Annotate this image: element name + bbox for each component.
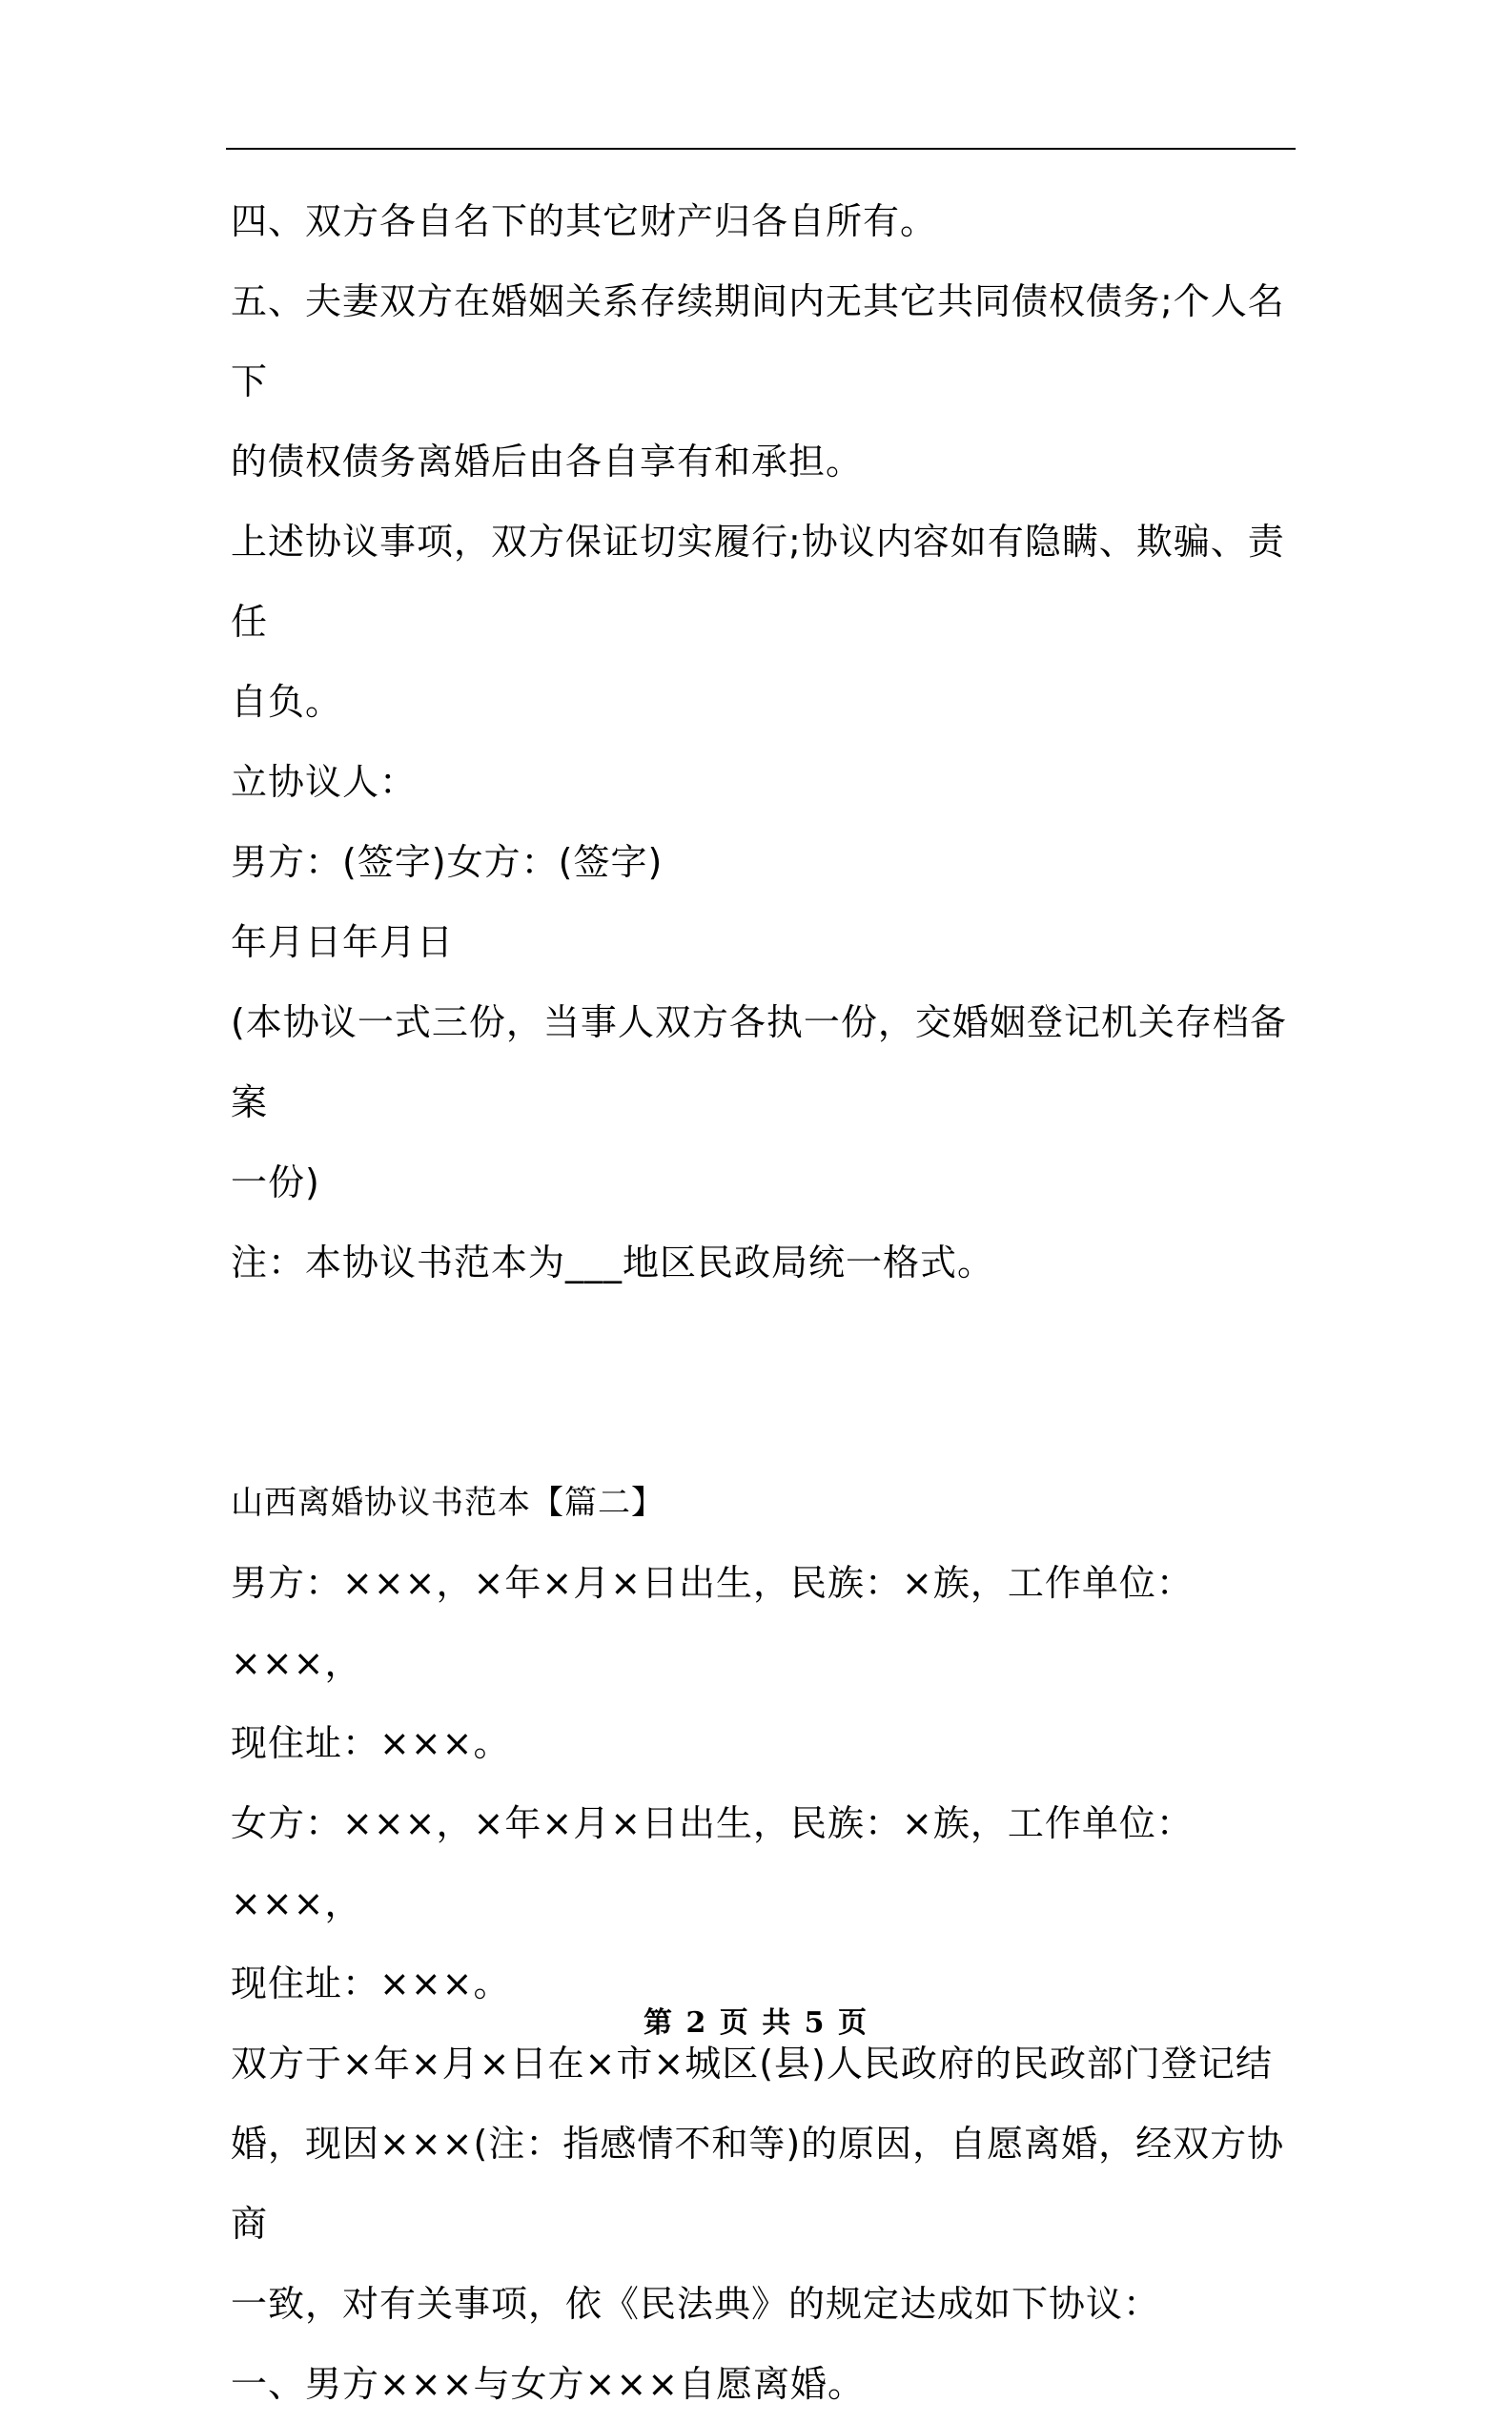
text-line: 年月日年月日 bbox=[231, 921, 455, 963]
text-line: 女方：×××，×年×月×日出生，民族：×族，工作单位：×××， bbox=[231, 1802, 1194, 1924]
text-line: 男方：(签字)女方：(签字) bbox=[231, 841, 664, 883]
header-rule bbox=[226, 148, 1296, 150]
text-line: 现住址：×××。 bbox=[231, 1722, 511, 1764]
text-line: 注：本协议书范本为___地区民政局统一格式。 bbox=[231, 1242, 995, 1284]
text-line: 的债权债务离婚后由各自享有和承担。 bbox=[231, 441, 864, 483]
text-line: 一致，对有关事项，依《民法典》的规定达成如下协议： bbox=[231, 2283, 1161, 2325]
text-line: 五、夫妻双方在婚姻关系存续期间内无其它共同债权债务;个人名下 bbox=[231, 280, 1285, 402]
text-line: 一、男方×××与女方×××自愿离婚。 bbox=[231, 2363, 866, 2405]
text-line: 四、双方各自名下的其它财产归各自所有。 bbox=[231, 200, 938, 242]
text-line: 一份) bbox=[231, 1161, 320, 1203]
text-line: 立协议人： bbox=[231, 761, 418, 803]
text-line: 男方：×××，×年×月×日出生，民族：×族，工作单位：×××， bbox=[231, 1562, 1194, 1684]
text-line: 自负。 bbox=[231, 681, 343, 723]
text-line: (本协议一式三份，当事人双方各执一份，交婚姻登记机关存档备案 bbox=[231, 1001, 1287, 1123]
section-title: 山西离婚协议书范本【篇二】 bbox=[231, 1484, 664, 1522]
document-body bbox=[231, 181, 1297, 2424]
text-line: 婚，现因×××(注：指感情不和等)的原因，自愿离婚，经双方协商 bbox=[231, 2123, 1285, 2245]
section-spacer bbox=[231, 1303, 1297, 1463]
text-line: 双方于×年×月×日在×市×城区(县)人民政府的民政部门登记结 bbox=[231, 2043, 1273, 2085]
text-line: 上述协议事项，双方保证切实履行;协议内容如有隐瞒、欺骗、责任 bbox=[231, 521, 1285, 643]
page-number: 第 2 页 共 5 页 bbox=[644, 2006, 868, 2040]
text-line: 现住址：×××。 bbox=[231, 1962, 511, 2004]
